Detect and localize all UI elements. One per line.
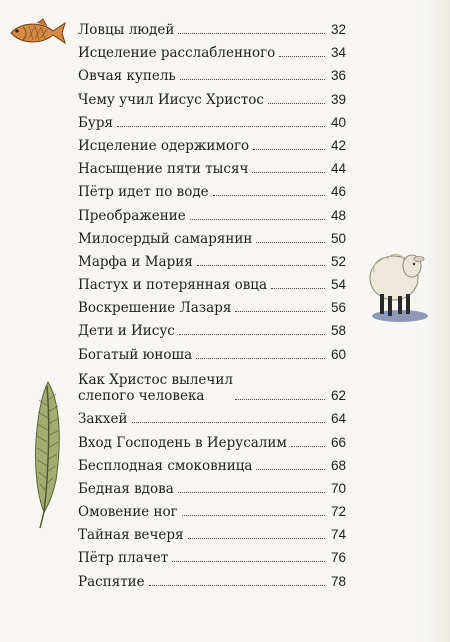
dot-leader — [268, 103, 325, 104]
toc-entry-page: 44 — [330, 161, 346, 177]
toc-entry-page: 56 — [330, 300, 346, 316]
toc-entry-title: Тайная вечеря — [78, 527, 184, 544]
toc-entry-page: 66 — [330, 434, 346, 450]
dot-leader — [179, 334, 325, 335]
toc-entry[interactable] — [78, 254, 346, 270]
toc-entry-title: Пастух и потерянная овца — [78, 277, 268, 294]
toc-entry[interactable] — [78, 550, 346, 566]
toc-entry-page: 78 — [330, 573, 346, 589]
toc-entry[interactable] — [78, 347, 346, 363]
toc-entry-page: 72 — [330, 504, 346, 520]
dot-leader — [271, 288, 325, 289]
toc-entry[interactable] — [78, 370, 346, 404]
toc-entry-title: Овчая купель — [78, 68, 176, 85]
dot-leader — [196, 358, 325, 359]
toc-entry-page: 54 — [330, 277, 346, 293]
sheep-illustration — [362, 246, 432, 326]
toc-entry-page: 39 — [330, 91, 346, 107]
dot-leader — [178, 492, 325, 493]
toc-entry-page: 64 — [330, 411, 346, 427]
toc-entry-page: 68 — [330, 457, 346, 473]
toc-entry-page: 42 — [330, 137, 346, 153]
toc-entry-page: 40 — [330, 114, 346, 130]
toc-entry[interactable] — [78, 138, 346, 154]
toc-entry-page: 60 — [330, 346, 346, 362]
toc-entry-title: Пётр идет по воде — [78, 184, 209, 201]
toc-entry[interactable] — [78, 300, 346, 316]
toc-entry-title: Распятие — [78, 573, 145, 590]
toc-entry-title: Вход Господень в Иерусалим — [78, 434, 287, 451]
dot-leader — [149, 585, 325, 586]
toc-entry-title-line2: слепого человека — [78, 388, 233, 404]
toc-entry-page: 32 — [330, 22, 346, 37]
toc-entry-title: Исцеление одержимого — [78, 137, 250, 154]
toc-entry[interactable] — [78, 277, 346, 293]
toc-entry[interactable] — [78, 92, 346, 108]
toc-entry[interactable] — [78, 45, 346, 61]
dot-leader — [197, 265, 325, 266]
dot-leader — [279, 56, 325, 57]
toc-entry-title: Закхей — [78, 411, 128, 428]
toc-entry-title: Ловцы людей — [78, 22, 175, 38]
dot-leader — [190, 219, 325, 220]
toc-entry[interactable] — [78, 115, 346, 131]
toc-entry[interactable] — [78, 68, 346, 84]
dot-leader — [256, 469, 325, 470]
table-of-contents — [78, 22, 346, 597]
toc-entry-title: Дети и Иисус — [78, 323, 175, 340]
toc-entry-page: 50 — [330, 230, 346, 246]
toc-entry[interactable] — [78, 231, 346, 247]
toc-entry[interactable] — [78, 22, 346, 38]
dot-leader — [182, 515, 325, 516]
leaf-illustration — [30, 380, 66, 530]
toc-entry[interactable] — [78, 161, 346, 177]
toc-entry-page: 52 — [330, 253, 346, 269]
toc-entry-title: Милосердый самарянин — [78, 230, 253, 247]
dot-leader — [172, 561, 325, 562]
dot-leader — [213, 195, 325, 196]
toc-entry[interactable] — [78, 411, 346, 427]
dot-leader — [235, 311, 325, 312]
dot-leader — [188, 538, 325, 539]
toc-entry-title: Буря — [78, 114, 114, 131]
dot-leader — [180, 79, 325, 80]
toc-entry[interactable] — [78, 574, 346, 590]
toc-entry[interactable] — [78, 458, 346, 474]
toc-entry-title: Бедная вдова — [78, 480, 174, 497]
dot-leader — [256, 242, 325, 243]
fish-illustration — [7, 18, 69, 48]
dot-leader — [235, 399, 325, 400]
toc-entry[interactable] — [78, 323, 346, 339]
dot-leader — [117, 126, 325, 127]
toc-entry-title: Насыщение пяти тысяч — [78, 161, 249, 178]
toc-entry[interactable] — [78, 184, 346, 200]
dot-leader — [291, 446, 325, 447]
toc-entry-title: Воскрешение Лазаря — [78, 300, 232, 317]
toc-entry-title: Пётр плачет — [78, 550, 169, 567]
dot-leader — [252, 172, 325, 173]
toc-entry-title-line1: Как Христос вылечил — [78, 371, 233, 388]
toc-entry-title: Преображение — [78, 207, 186, 224]
toc-entry-title: Бесплодная смоковница — [78, 457, 253, 474]
toc-entry-page: 46 — [330, 184, 346, 200]
toc-entry-title: Исцеление расслабленного — [78, 45, 276, 62]
toc-entry-page: 58 — [330, 323, 346, 339]
toc-entry[interactable] — [78, 208, 346, 224]
toc-entry-title: Марфа и Мария — [78, 253, 193, 270]
toc-entry-page: 70 — [330, 480, 346, 496]
dot-leader — [132, 422, 326, 423]
toc-entry-page: 34 — [330, 45, 346, 61]
dot-leader — [178, 33, 325, 34]
toc-entry-page: 62 — [330, 387, 346, 403]
toc-entry-page: 76 — [330, 550, 346, 566]
toc-entry-title — [78, 372, 233, 404]
toc-entry[interactable] — [78, 527, 346, 543]
dot-leader — [253, 149, 325, 150]
toc-entry[interactable] — [78, 435, 346, 451]
toc-entry-page: 36 — [330, 68, 346, 84]
toc-entry-page: 74 — [330, 527, 346, 543]
toc-entry[interactable] — [78, 504, 346, 520]
toc-entry-title: Чему учил Иисус Христос — [78, 91, 264, 108]
toc-entry-page: 48 — [330, 207, 346, 223]
toc-entry[interactable] — [78, 481, 346, 497]
toc-entry-title: Омовение ног — [78, 504, 178, 521]
toc-entry-title: Богатый юноша — [78, 346, 193, 363]
